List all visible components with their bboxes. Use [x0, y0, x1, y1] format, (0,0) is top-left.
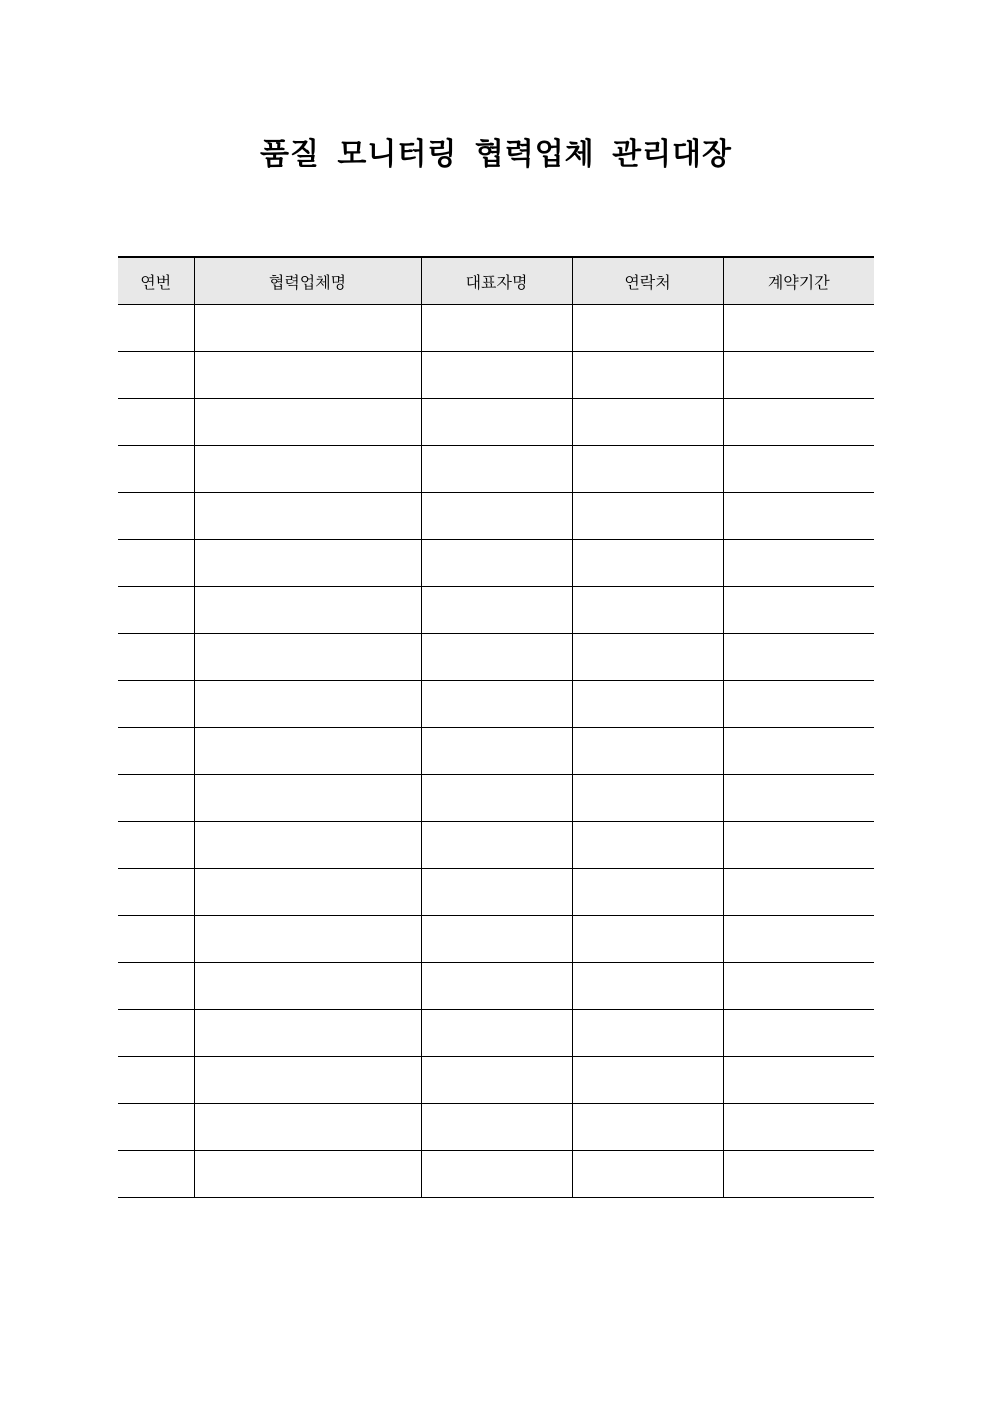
partner-name-cell[interactable]: [194, 1151, 421, 1198]
contact-cell[interactable]: [572, 963, 723, 1010]
representative-cell[interactable]: [421, 916, 572, 963]
table-row: [118, 446, 874, 493]
partner-name-cell[interactable]: [194, 446, 421, 493]
contract-period-cell[interactable]: [723, 775, 874, 822]
contact-cell[interactable]: [572, 540, 723, 587]
representative-cell[interactable]: [421, 493, 572, 540]
table-row: [118, 634, 874, 681]
contact-cell[interactable]: [572, 822, 723, 869]
column-header-serial-no: 연번: [118, 257, 194, 305]
partner-name-cell[interactable]: [194, 1104, 421, 1151]
partner-name-cell[interactable]: [194, 634, 421, 681]
serial-no-cell[interactable]: [118, 728, 194, 775]
contact-cell[interactable]: [572, 305, 723, 352]
representative-cell[interactable]: [421, 1057, 572, 1104]
table-row: [118, 1104, 874, 1151]
contact-cell[interactable]: [572, 634, 723, 681]
partner-name-cell[interactable]: [194, 728, 421, 775]
serial-no-cell[interactable]: [118, 822, 194, 869]
contract-period-cell[interactable]: [723, 399, 874, 446]
column-header-contract-period: 계약기간: [723, 257, 874, 305]
representative-cell[interactable]: [421, 1010, 572, 1057]
contract-period-cell[interactable]: [723, 1151, 874, 1198]
serial-no-cell[interactable]: [118, 775, 194, 822]
representative-cell[interactable]: [421, 1104, 572, 1151]
column-header-representative: 대표자명: [421, 257, 572, 305]
contact-cell[interactable]: [572, 1057, 723, 1104]
serial-no-cell[interactable]: [118, 869, 194, 916]
partner-name-cell[interactable]: [194, 540, 421, 587]
contact-cell[interactable]: [572, 587, 723, 634]
representative-cell[interactable]: [421, 728, 572, 775]
partner-name-cell[interactable]: [194, 1010, 421, 1057]
serial-no-cell[interactable]: [118, 305, 194, 352]
table-row: [118, 822, 874, 869]
partner-name-cell[interactable]: [194, 352, 421, 399]
serial-no-cell[interactable]: [118, 493, 194, 540]
contract-period-cell[interactable]: [723, 1057, 874, 1104]
column-header-partner-name: 협력업체명: [194, 257, 421, 305]
representative-cell[interactable]: [421, 587, 572, 634]
table-body: [118, 305, 874, 1198]
serial-no-cell[interactable]: [118, 963, 194, 1010]
contract-period-cell[interactable]: [723, 305, 874, 352]
contact-cell[interactable]: [572, 1104, 723, 1151]
partner-name-cell[interactable]: [194, 963, 421, 1010]
contract-period-cell[interactable]: [723, 1010, 874, 1057]
representative-cell[interactable]: [421, 399, 572, 446]
contact-cell[interactable]: [572, 446, 723, 493]
table-row: [118, 775, 874, 822]
serial-no-cell[interactable]: [118, 399, 194, 446]
representative-cell[interactable]: [421, 634, 572, 681]
representative-cell[interactable]: [421, 681, 572, 728]
representative-cell[interactable]: [421, 540, 572, 587]
column-header-contact: 연락처: [572, 257, 723, 305]
serial-no-cell[interactable]: [118, 587, 194, 634]
partner-name-cell[interactable]: [194, 681, 421, 728]
serial-no-cell[interactable]: [118, 1057, 194, 1104]
table-row: [118, 540, 874, 587]
contract-period-cell[interactable]: [723, 963, 874, 1010]
representative-cell[interactable]: [421, 963, 572, 1010]
serial-no-cell[interactable]: [118, 540, 194, 587]
table-row: [118, 305, 874, 352]
table-row: [118, 587, 874, 634]
representative-cell[interactable]: [421, 352, 572, 399]
contract-period-cell[interactable]: [723, 587, 874, 634]
representative-cell[interactable]: [421, 869, 572, 916]
serial-no-cell[interactable]: [118, 1010, 194, 1057]
partner-name-cell[interactable]: [194, 305, 421, 352]
partner-name-cell[interactable]: [194, 822, 421, 869]
contract-period-cell[interactable]: [723, 869, 874, 916]
serial-no-cell[interactable]: [118, 681, 194, 728]
representative-cell[interactable]: [421, 305, 572, 352]
contact-cell[interactable]: [572, 775, 723, 822]
contract-period-cell[interactable]: [723, 728, 874, 775]
serial-no-cell[interactable]: [118, 1151, 194, 1198]
contract-period-cell[interactable]: [723, 1104, 874, 1151]
partner-name-cell[interactable]: [194, 775, 421, 822]
representative-cell[interactable]: [421, 446, 572, 493]
contract-period-cell[interactable]: [723, 352, 874, 399]
contract-period-cell[interactable]: [723, 634, 874, 681]
table-row: [118, 916, 874, 963]
contract-period-cell[interactable]: [723, 681, 874, 728]
partner-name-cell[interactable]: [194, 869, 421, 916]
table-row: [118, 399, 874, 446]
contact-cell[interactable]: [572, 728, 723, 775]
partner-name-cell[interactable]: [194, 399, 421, 446]
serial-no-cell[interactable]: [118, 1104, 194, 1151]
table-row: [118, 963, 874, 1010]
contact-cell[interactable]: [572, 352, 723, 399]
contract-period-cell[interactable]: [723, 540, 874, 587]
partner-name-cell[interactable]: [194, 1057, 421, 1104]
serial-no-cell[interactable]: [118, 634, 194, 681]
contact-cell[interactable]: [572, 1010, 723, 1057]
partner-name-cell[interactable]: [194, 587, 421, 634]
table-row: [118, 1057, 874, 1104]
partner-name-cell[interactable]: [194, 916, 421, 963]
serial-no-cell[interactable]: [118, 446, 194, 493]
contact-cell[interactable]: [572, 1151, 723, 1198]
contact-cell[interactable]: [572, 681, 723, 728]
contact-cell[interactable]: [572, 916, 723, 963]
table-row: [118, 352, 874, 399]
table-row: [118, 1010, 874, 1057]
contact-cell[interactable]: [572, 399, 723, 446]
table-row: [118, 681, 874, 728]
table-header-row: [118, 257, 874, 305]
representative-cell[interactable]: [421, 1151, 572, 1198]
contract-period-cell[interactable]: [723, 493, 874, 540]
table-row: [118, 1151, 874, 1198]
table-row: [118, 869, 874, 916]
serial-no-cell[interactable]: [118, 916, 194, 963]
table-row: [118, 728, 874, 775]
representative-cell[interactable]: [421, 822, 572, 869]
serial-no-cell[interactable]: [118, 352, 194, 399]
contract-period-cell[interactable]: [723, 446, 874, 493]
document-title: 품질 모니터링 협력업체 관리대장: [259, 137, 733, 172]
contact-cell[interactable]: [572, 493, 723, 540]
partner-name-cell[interactable]: [194, 493, 421, 540]
partner-register-table: [118, 256, 874, 1198]
table-row: [118, 493, 874, 540]
contact-cell[interactable]: [572, 869, 723, 916]
contract-period-cell[interactable]: [723, 916, 874, 963]
contract-period-cell[interactable]: [723, 822, 874, 869]
representative-cell[interactable]: [421, 775, 572, 822]
